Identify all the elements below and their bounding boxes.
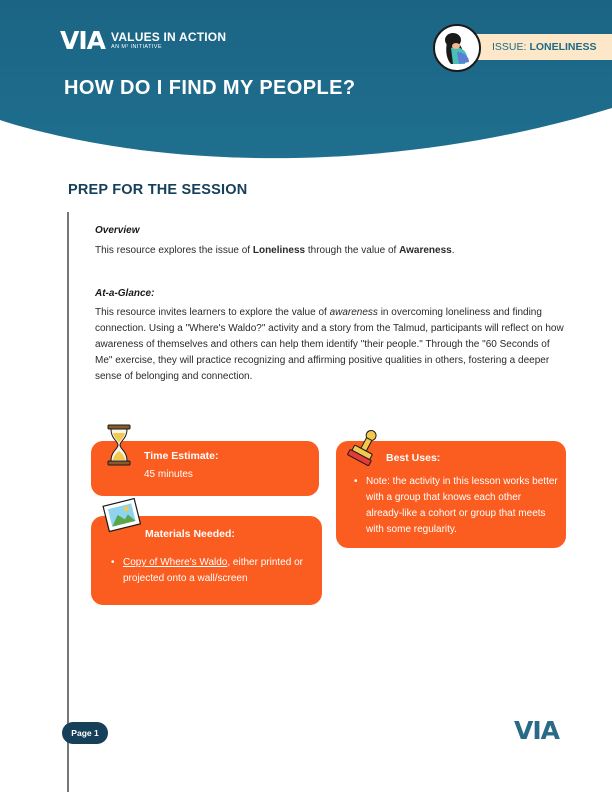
via-logo	[60, 28, 226, 53]
page-title: HOW DO I FIND MY PEOPLE?	[64, 77, 356, 99]
best-uses-list	[352, 474, 558, 538]
stamp-icon	[346, 427, 384, 467]
picture-frame-icon	[102, 498, 142, 534]
issue-badge	[458, 34, 612, 60]
issue-label: ISSUE:	[492, 41, 527, 53]
glance-heading: At-a-Glance:	[95, 288, 155, 299]
overview-heading: Overview	[95, 225, 140, 236]
time-estimate-title: Time Estimate:	[144, 450, 219, 462]
glance-text: This resource invites learners to explore the value of awareness in overcoming loneliness and finding connection. Using a "Where's Waldo?" activity and a story from the Talmud, participants will reflect on how awareness of themselves and others can help them identify "their people." Through the "60 Seconds of Me" exercise, they will practice recognizing and affirming positive qualities in others, fostering a deeper sense of belonging and connection.	[95, 307, 564, 382]
best-uses-title: Best Uses:	[386, 452, 441, 464]
overview-text: This resource explores the issue of Loneliness through the value of Awareness.	[95, 245, 455, 256]
materials-item: • Copy of Where's Waldo, either printed or projected onto a wall/screen	[109, 555, 314, 587]
page-header	[0, 0, 612, 170]
wheres-waldo-link[interactable]: Copy of Where's Waldo	[123, 557, 228, 568]
value-term: Awareness	[399, 245, 452, 256]
time-estimate-value: 45 minutes	[144, 469, 193, 480]
logo-subtitle: AN M² INITIATIVE	[111, 43, 162, 50]
section-rule	[67, 212, 69, 792]
logo-name: VALUES IN ACTION	[111, 29, 227, 44]
glance-emphasis: awareness	[329, 307, 378, 318]
logo-mark: VIA	[60, 26, 105, 55]
issue-term: Loneliness	[252, 245, 306, 256]
loneliness-figure-icon	[433, 24, 481, 72]
materials-title: Materials Needed:	[145, 528, 235, 540]
issue-value: LONELINESS	[529, 41, 597, 53]
section-title: PREP FOR THE SESSION	[68, 182, 248, 198]
best-uses-item: • Note: the activity in this lesson works better with a group that knows each other already-like a cohort or group that meets with some regularity.	[352, 474, 558, 538]
materials-list	[109, 555, 314, 587]
footer-via-logo: VIA	[514, 716, 559, 745]
page-number-badge: Page 1	[62, 722, 108, 744]
hourglass-icon	[106, 423, 132, 467]
